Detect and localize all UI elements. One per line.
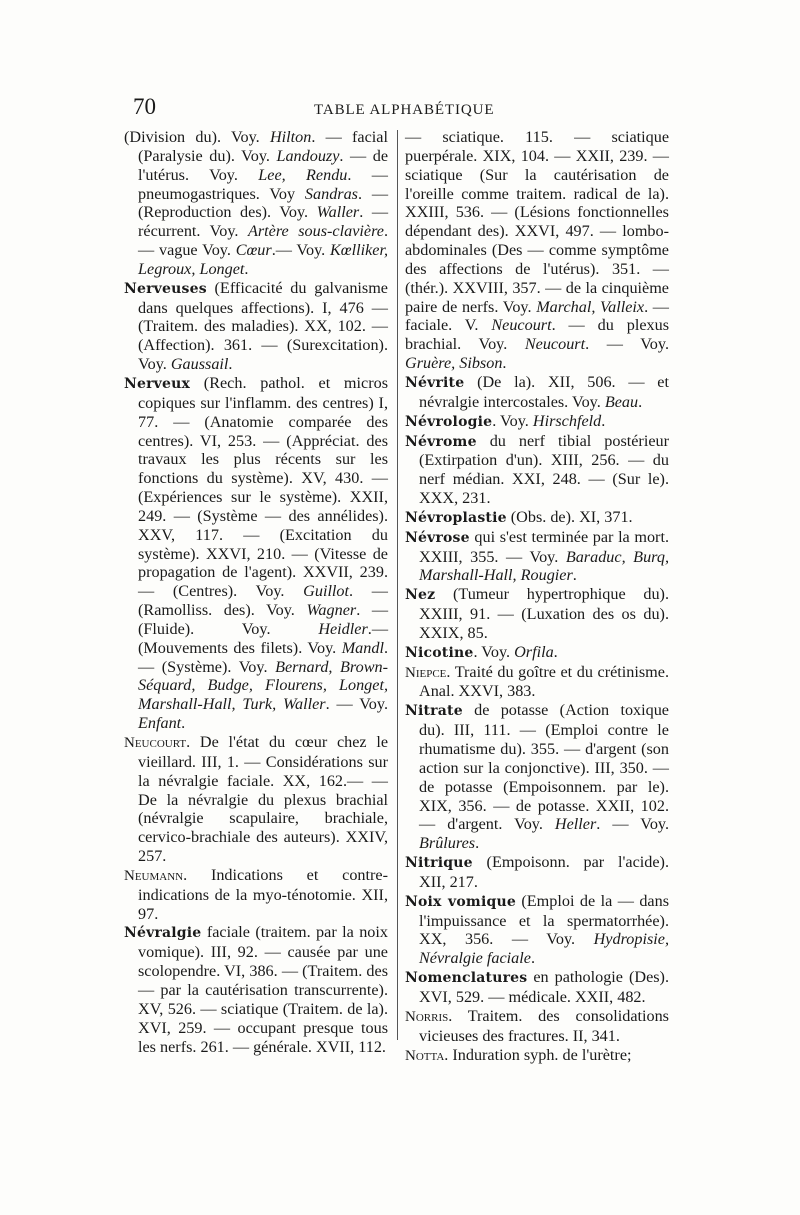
index-entry	[124, 923, 388, 1056]
entry-text: . — du plexus brachial. Voy.	[405, 316, 669, 354]
entry-text: faciale (traitem. par la noix vomique). III, 92. — causée par une scolopendre. VI, 386. — (Traitem. des — par la cautérisation transcurrente). XV, 526. — sciatique (Traitem. de la). XVI, 259. — occupant presque tous les nerfs. 261. — générale. XVII, 112.	[138, 923, 388, 1056]
index-entry	[405, 1046, 669, 1066]
index-headword: Névrite	[405, 374, 465, 391]
entry-text: . — récurrent. Voy.	[138, 203, 389, 241]
index-entry	[405, 528, 669, 586]
entry-text: . — (Ramolliss. des). Voy.	[138, 582, 388, 620]
entry-text: . — pneumogastriques. Voy	[138, 165, 388, 203]
cross-reference: Hydropisie, Névralgie faciale	[419, 930, 669, 968]
cross-reference: Lee, Rendu	[258, 165, 348, 184]
entry-text: (Obs. de). XI, 371.	[506, 507, 633, 526]
author-headword: Niepce	[405, 664, 447, 681]
index-headword: Nomenclatures	[405, 970, 528, 987]
entry-text: du nerf tibial postérieur (Extirpation d'un). XIII, 256. — du nerf médian. XXI, 248. — (Sur le). XXX, 231.	[419, 431, 669, 508]
index-entry	[405, 412, 669, 432]
cross-reference: Bernard, Brown-Séquard, Budge, Flourens, Longet, Marshall-Hall, Turk, Waller	[138, 657, 388, 714]
cross-reference: Waller	[316, 203, 360, 222]
page-header	[0, 94, 800, 124]
cross-reference: Baraduc, Burq, Marshall-Hall, Rougier	[419, 547, 669, 585]
cross-reference: Neucourt	[524, 335, 586, 354]
index-headword: Nitrique	[405, 855, 473, 872]
entry-text: (Emploi de la — dans l'impuissance et la spermatorrhée). XX, 356. — Voy.	[419, 891, 669, 949]
cross-reference: Gaussail	[170, 355, 229, 374]
cross-reference: Artère sous-clavière	[247, 222, 384, 241]
cross-reference: Sandras	[304, 184, 358, 203]
cross-reference: Kœlliker, Legroux, Longet	[138, 241, 388, 278]
entry-text: — sciatique. 115. — sciatique puerpérale. XIX, 104. — XXII, 239. — sciatique (Sur la cautérisation de l'oreille comme traitem. radical de la). XXIII, 536. — (Lésions fonctionnelles dépendant des). XXVI, 497. — lombo-abdominales (Des — comme symptôme des affections de l'utérus). 351. — (thér.). XXVIII, 357. — de la cinquième paire de nerfs. Voy.	[405, 128, 669, 316]
entry-text: .	[244, 259, 249, 278]
index-headword: Nerveuses	[124, 280, 207, 297]
entry-text: de potasse (Action toxique du). III, 111. — (Emploi contre le rhumatisme du). 355. — d'argent (son action sur la conjonctive). III, 350. — de potasse (Empoisonnem. par le). XIX, 356. — de potasse. XXII, 102. — d'argent. Voy.	[419, 701, 669, 834]
index-headword: Névrome	[405, 433, 477, 450]
index-entry	[405, 968, 669, 1007]
index-entry	[405, 508, 669, 528]
entry-text: (Empoisonn. par l'acide). XII, 217.	[419, 853, 669, 891]
entry-text: . Traité du goître et du crétinisme. Anal. XXVI, 383.	[419, 662, 669, 701]
cross-reference: Hirschfeld	[532, 411, 602, 430]
entry-text: . — facial (Paralysie du). Voy.	[138, 128, 388, 165]
cross-reference: Enfant	[138, 714, 182, 733]
index-headword: Nez	[405, 587, 436, 604]
entry-text: . — (Fluide). Voy.	[138, 601, 389, 638]
page-number: 70	[133, 94, 156, 119]
entry-text: (Division du). Voy.	[124, 128, 270, 146]
entry-text: . — (Reproduction des). Voy.	[138, 184, 388, 222]
index-headword: Névrologie	[405, 413, 493, 430]
entry-text: .	[601, 411, 606, 430]
index-headword: Névroplastie	[405, 509, 507, 526]
index-entry	[405, 663, 669, 702]
cross-reference: Hilton	[269, 128, 312, 146]
entry-text: en pathologie (Des). XVI, 529. — médicale. XXII, 482.	[419, 968, 669, 1006]
entry-text: .— Voy.	[271, 241, 330, 260]
index-headword: Névrose	[405, 529, 470, 546]
cross-reference: Marchal, Valleix	[536, 297, 645, 316]
index-entry	[124, 374, 388, 733]
index-entry	[405, 432, 669, 508]
cross-reference: Brûlures	[419, 834, 476, 853]
entry-text: . Voy.	[492, 411, 533, 430]
index-headword: Nitrate	[405, 703, 463, 720]
cross-reference: Gruère, Sibson	[405, 354, 503, 373]
entry-text: . Voy.	[473, 642, 515, 661]
entry-text: . Induration syph. de l'urètre;	[444, 1045, 632, 1064]
entry-text: . — Voy.	[596, 815, 669, 834]
index-entry	[405, 853, 669, 892]
left-column	[124, 128, 388, 1056]
cross-reference: Landouzy	[276, 146, 340, 165]
index-entry	[405, 643, 669, 663]
cross-reference: Beau	[604, 392, 639, 411]
entry-text: (Tumeur hypertrophique du). XXIII, 91. — (Luxation des os du). XXIX, 85.	[419, 585, 669, 642]
entry-text: . — de l'utérus. Voy.	[138, 146, 389, 184]
entry-text: .	[572, 566, 577, 585]
index-entry	[405, 892, 669, 968]
index-entry	[405, 585, 669, 643]
cross-reference: Heller	[554, 815, 597, 834]
cross-reference: Wagner	[306, 601, 357, 620]
entry-text: . Indications et contre-indications de la myo-ténotomie. XII, 97.	[138, 865, 388, 923]
index-entry	[405, 128, 669, 373]
index-entry	[405, 1007, 669, 1046]
entry-text: .— (Système). Voy.	[138, 638, 388, 676]
entry-text: .	[530, 949, 535, 968]
entry-text: (Rech. pathol. et micros copiques sur l'inflamm. des centres) I, 77. — (Anatomie comparée des centres). VI, 253. — (Appréciat. des travaux les plus récents sur les fonctions du système). XV, 430. — (Expériences sur le système). XXII, 249. — (Système — des annélides). XXV, 117. — (Excitation du système). XXVI, 210. — (Vitesse de propagation de l'agent). XXVII, 239. — (Centres). Voy.	[138, 373, 388, 601]
cross-reference: Neucourt	[491, 316, 552, 335]
entry-text: .	[181, 714, 186, 733]
index-entry	[124, 279, 388, 374]
entry-text: .— (Mouvements des filets). Voy.	[138, 619, 388, 657]
entry-text: . Traitem. des consolidations vicieuses des fractures. II, 341.	[419, 1006, 669, 1045]
running-title: TABLE ALPHABÉTIQUE	[314, 102, 495, 118]
author-headword: Notta	[405, 1047, 445, 1064]
column-divider	[397, 130, 398, 1040]
entry-text: . — Voy.	[585, 335, 669, 354]
cross-reference: Cœur	[235, 241, 272, 260]
index-entry	[124, 128, 388, 279]
entry-text: (Efficacité du galvanisme dans quelques affections). I, 476 — (Traitem. des maladies). XX, 102. — (Affection). 361. — (Surexcitation). Voy.	[138, 278, 388, 374]
cross-reference: Orfila	[514, 642, 554, 661]
entry-text: . — faciale. V.	[405, 297, 669, 335]
cross-reference: Heidler	[318, 619, 368, 638]
entry-text: . — vague Voy.	[138, 222, 388, 260]
entry-text: .	[475, 834, 480, 853]
index-entry	[124, 866, 388, 924]
entry-text: qui s'est terminée par la mort. XXIII, 355. — Voy.	[419, 527, 669, 566]
entry-text: (De la). XII, 506. — et névralgie intercostales. Voy.	[419, 372, 669, 411]
index-entry	[405, 701, 669, 853]
index-headword: Noix vomique	[405, 893, 516, 910]
entry-text: .	[638, 392, 643, 411]
entry-text: .	[553, 642, 558, 661]
index-entry	[124, 733, 388, 866]
cross-reference: Guillot	[303, 582, 350, 601]
index-headword: Nerveux	[124, 375, 191, 392]
right-column	[405, 128, 669, 1065]
index-headword: Nicotine	[405, 644, 474, 661]
index-entry	[405, 373, 669, 412]
author-headword: Neumann	[124, 867, 184, 884]
author-headword: Norris	[405, 1008, 449, 1025]
index-headword: Névralgie	[124, 925, 202, 942]
entry-text: . De l'état du cœur chez le vieillard. III, 1. — Considérations sur la névralgie faciale. XX, 162.— — De la névralgie du plexus brachial (névralgie scapulaire, brachiale, cervico-brachiale des auteurs). XXIV, 257.	[138, 733, 388, 866]
entry-text: .	[502, 354, 507, 373]
author-headword: Neucourt	[124, 735, 187, 751]
entry-text: .	[228, 355, 233, 374]
cross-reference: Mandl	[341, 638, 384, 657]
entry-text: . — Voy.	[325, 695, 388, 714]
